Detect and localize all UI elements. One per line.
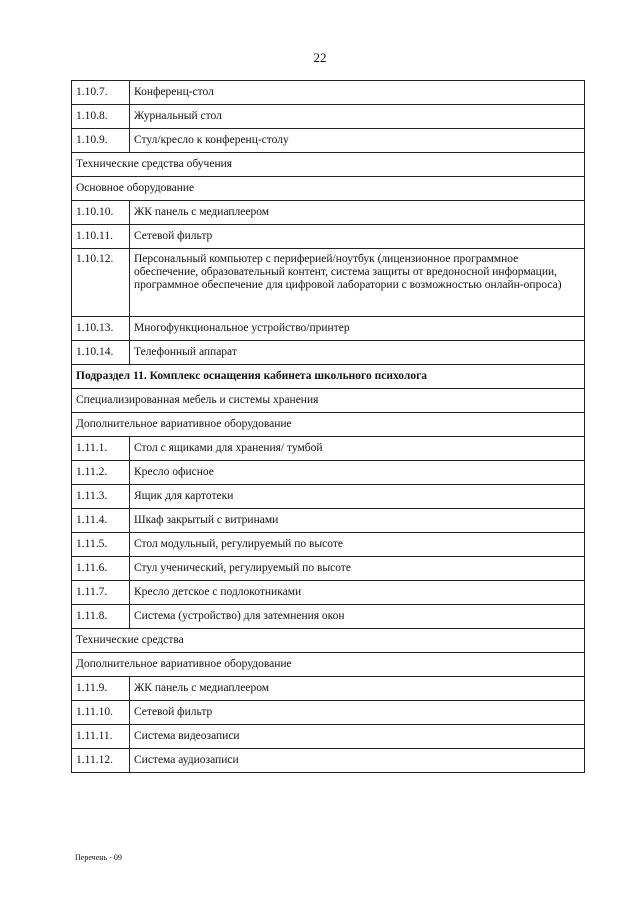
section-title: Технические средства обучения: [72, 153, 585, 177]
item-description: Журнальный стол: [130, 105, 585, 129]
table-row: [72, 557, 585, 581]
table-row: [72, 749, 585, 773]
item-code: 1.11.8.: [72, 605, 130, 629]
section-title: Дополнительное вариативное оборудование: [72, 413, 585, 437]
item-description: Стол модульный, регулируемый по высоте: [130, 533, 585, 557]
page-footer: Перечень - 09: [75, 853, 122, 862]
table-row: [72, 249, 585, 317]
table-row: [72, 677, 585, 701]
item-description: Кресло детское с подлокотниками: [130, 581, 585, 605]
item-code: 1.11.7.: [72, 581, 130, 605]
section-row: [72, 413, 585, 437]
item-code: 1.10.7.: [72, 81, 130, 105]
table-row: [72, 81, 585, 105]
item-description: ЖК панель с медиаплеером: [130, 677, 585, 701]
item-description: Стол с ящиками для хранения/ тумбой: [130, 437, 585, 461]
section-title: Технические средства: [72, 629, 585, 653]
item-code: 1.10.10.: [72, 201, 130, 225]
table-row: [72, 725, 585, 749]
item-code: 1.10.11.: [72, 225, 130, 249]
section-row: [72, 153, 585, 177]
item-code: 1.11.3.: [72, 485, 130, 509]
item-description: Стул ученический, регулируемый по высоте: [130, 557, 585, 581]
item-description: Ящик для картотеки: [130, 485, 585, 509]
item-code: 1.11.9.: [72, 677, 130, 701]
section-row: [72, 177, 585, 201]
item-description: Телефонный аппарат: [130, 341, 585, 365]
section-row: [72, 653, 585, 677]
section-title: Дополнительное вариативное оборудование: [72, 653, 585, 677]
section-title: Специализированная мебель и системы хранения: [72, 389, 585, 413]
page-number: 22: [313, 50, 327, 65]
item-code: 1.10.12.: [72, 249, 130, 317]
table-row: [72, 581, 585, 605]
subsection-heading: Подраздел 11. Комплекс оснащения кабинета школьного психолога: [72, 365, 585, 389]
table-row: [72, 701, 585, 725]
item-code: 1.10.13.: [72, 317, 130, 341]
table-row: [72, 605, 585, 629]
item-code: 1.11.2.: [72, 461, 130, 485]
table-row: [72, 105, 585, 129]
subsection-heading-row: [72, 365, 585, 389]
table-row: [72, 201, 585, 225]
item-description: Система аудиозаписи: [130, 749, 585, 773]
section-row: [72, 389, 585, 413]
item-code: 1.11.5.: [72, 533, 130, 557]
table-row: [72, 341, 585, 365]
item-code: 1.10.14.: [72, 341, 130, 365]
table-row: [72, 129, 585, 153]
item-code: 1.11.1.: [72, 437, 130, 461]
item-description: Система видеозаписи: [130, 725, 585, 749]
item-code: 1.10.9.: [72, 129, 130, 153]
item-code: 1.11.10.: [72, 701, 130, 725]
item-description: Система (устройство) для затемнения окон: [130, 605, 585, 629]
item-code: 1.11.12.: [72, 749, 130, 773]
table-row: [72, 533, 585, 557]
section-row: [72, 629, 585, 653]
table-row: [72, 317, 585, 341]
table-row: [72, 461, 585, 485]
item-description: Конференц-стол: [130, 81, 585, 105]
equipment-table-body: [72, 81, 585, 773]
item-code: 1.11.4.: [72, 509, 130, 533]
section-title: Основное оборудование: [72, 177, 585, 201]
table-row: [72, 509, 585, 533]
item-description: Сетевой фильтр: [130, 701, 585, 725]
item-description: ЖК панель с медиаплеером: [130, 201, 585, 225]
table-row: [72, 437, 585, 461]
item-description: Сетевой фильтр: [130, 225, 585, 249]
item-description: Шкаф закрытый с витринами: [130, 509, 585, 533]
item-description: Кресло офисное: [130, 461, 585, 485]
equipment-table: [71, 80, 585, 773]
item-description: Многофункциональное устройство/принтер: [130, 317, 585, 341]
table-row: [72, 225, 585, 249]
item-code: 1.10.8.: [72, 105, 130, 129]
item-code: 1.11.6.: [72, 557, 130, 581]
item-code: 1.11.11.: [72, 725, 130, 749]
item-description: Стул/кресло к конференц-столу: [130, 129, 585, 153]
table-row: [72, 485, 585, 509]
item-description: Персональный компьютер с периферией/ноутбук (лицензионное программное обеспечение, образовательный контент, система защиты от вредоносной информации, программное обеспечение для цифровой лаборатории с возможностью онлайн-опроса): [130, 249, 585, 317]
